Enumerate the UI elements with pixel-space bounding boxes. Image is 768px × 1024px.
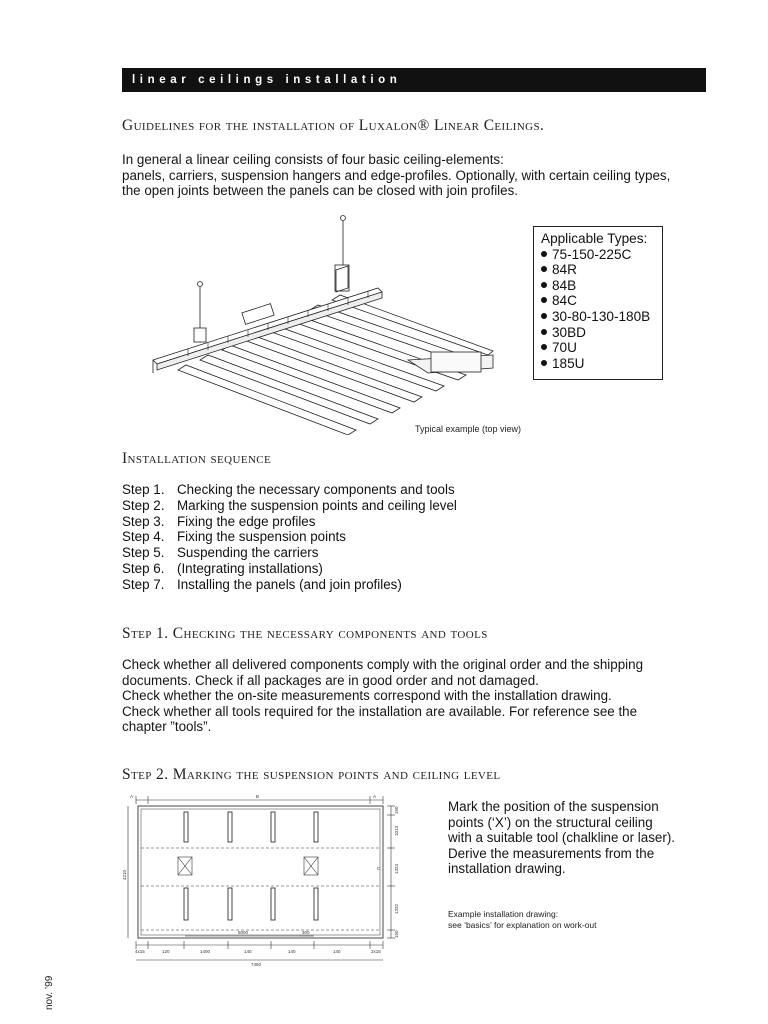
step-text: Installing the panels (and join profiles) (177, 576, 402, 592)
step-number: Step 6. (122, 560, 165, 576)
step-text: Fixing the suspension points (177, 529, 346, 545)
type-label: 70U (552, 340, 577, 356)
bullet-icon (541, 282, 547, 288)
type-item (541, 262, 662, 278)
applicable-types-title: Applicable Types: (541, 231, 648, 246)
step-number: Step 5. (122, 545, 165, 561)
dim-label: 150 (394, 930, 399, 938)
dim-label: 140 (288, 949, 296, 954)
step1-heading: Step 1. Checking the necessary components and tools (122, 625, 488, 642)
dim-label: 4210 (122, 869, 127, 880)
dim-label: 1013 (394, 825, 399, 836)
step1-line: documents. Check if all packages are in good order and not damaged. (122, 672, 539, 688)
bullet-icon (541, 313, 547, 319)
step-number: Step 1. (122, 482, 165, 497)
type-label: 185U (552, 355, 585, 371)
panel-marks (184, 812, 318, 920)
type-item (541, 278, 662, 294)
type-item (541, 293, 662, 309)
footer-date: nov. ’99 (44, 975, 55, 1010)
drawing-note-line: Example installation drawing: (448, 909, 559, 919)
type-item (541, 340, 662, 356)
intro-line: In general a linear ceiling consists of four basic ceiling-elements: (122, 152, 504, 167)
drawing-note-line: see ‘basics’ for explanation on work-out (448, 919, 597, 930)
section-title-bar: linear ceilings installation (122, 68, 706, 92)
dim-label: 7450 (251, 962, 262, 967)
type-label: 30-80-130-180B (552, 308, 651, 324)
installation-sequence-heading: Installation sequence (122, 450, 272, 467)
step1-line: Check whether all tools required for the installation are available. For reference see the (122, 703, 638, 719)
dim-label: 150 (394, 806, 399, 814)
type-label: 84R (552, 262, 577, 278)
step-row (122, 482, 457, 498)
step-number: Step 2. (122, 497, 165, 513)
type-label: 84B (552, 277, 577, 293)
installation-drawing (118, 790, 408, 970)
dim-label: A (130, 794, 134, 799)
dim-label: 140 (333, 949, 341, 954)
step2-line: Mark the position of the suspension (448, 799, 659, 814)
dim-label: 2x15 (371, 949, 381, 954)
step-text: Suspending the carriers (177, 545, 319, 561)
bullet-icon (541, 360, 547, 366)
step-row (122, 529, 457, 545)
type-label: 84C (552, 293, 577, 309)
step1-paragraph (122, 657, 643, 735)
dim-label: C (377, 866, 381, 871)
step-row (122, 498, 457, 514)
intro-line: the open joints between the panels can be closed with join profiles. (122, 183, 519, 199)
bullet-icon (541, 344, 547, 350)
bullet-icon (541, 266, 547, 272)
intro-line: panels, carriers, suspension hangers and edge-profiles. Optionally, with certain ceiling types, (122, 167, 671, 183)
step-number: Step 4. (122, 529, 165, 545)
type-label: 75-150-225C (552, 246, 632, 262)
type-item (541, 325, 662, 341)
step2-line: points (‘X’) on the structural ceiling (448, 814, 653, 830)
dim-label: 1400 (200, 949, 211, 954)
applicable-types-box (533, 226, 663, 380)
step2-line: installation drawing. (448, 861, 566, 877)
intro-paragraph (122, 152, 670, 199)
dim-label: 1324 (394, 863, 399, 874)
bullet-icon (541, 251, 547, 257)
step2-heading: Step 2. Marking the suspension points and ceiling level (122, 766, 501, 783)
step-row (122, 561, 457, 577)
dim-label: 5000 (238, 930, 249, 935)
dim-label: B (256, 794, 260, 799)
type-item (541, 356, 662, 372)
dim-label: A (373, 794, 377, 799)
drawing-note (448, 909, 597, 930)
step2-paragraph (448, 799, 675, 877)
steps-list (122, 482, 457, 593)
dim-label: 120 (162, 949, 170, 954)
suspension-point-marks (178, 857, 318, 875)
step2-line: Derive the measurements from the (448, 845, 655, 861)
bullet-icon (541, 329, 547, 335)
dim-label: 1332 (394, 903, 399, 914)
step2-line: with a suitable tool (chalkline or laser). (448, 830, 676, 846)
bullet-icon (541, 297, 547, 303)
step-text: Fixing the edge profiles (177, 513, 316, 529)
step-text: Checking the necessary components and tools (177, 482, 455, 497)
type-item (541, 247, 662, 263)
step-number: Step 7. (122, 576, 165, 592)
step-row (122, 545, 457, 561)
dim-label: 140 (244, 949, 252, 954)
step1-line: Check whether all delivered components comply with the original order and the shipping (122, 657, 644, 672)
step1-line: chapter ”tools”. (122, 719, 212, 735)
step-text: Marking the suspension points and ceiling level (177, 497, 457, 513)
dim-label: 4x15 (135, 949, 145, 954)
type-item (541, 309, 662, 325)
type-label: 30BD (552, 324, 587, 340)
step-number: Step 3. (122, 513, 165, 529)
ceiling-illustration (148, 210, 498, 435)
guidelines-heading: Guidelines for the installation of Luxalon® Linear Ceilings. (122, 117, 545, 134)
dim-label: 300 (302, 930, 310, 935)
step-text: (Integrating installations) (177, 560, 323, 576)
illustration-caption: Typical example (top view) (415, 424, 522, 434)
step1-line: Check whether the on-site measurements correspond with the installation drawing. (122, 688, 612, 704)
applicable-types-list (541, 247, 662, 372)
step-row (122, 577, 457, 593)
step-row (122, 514, 457, 530)
